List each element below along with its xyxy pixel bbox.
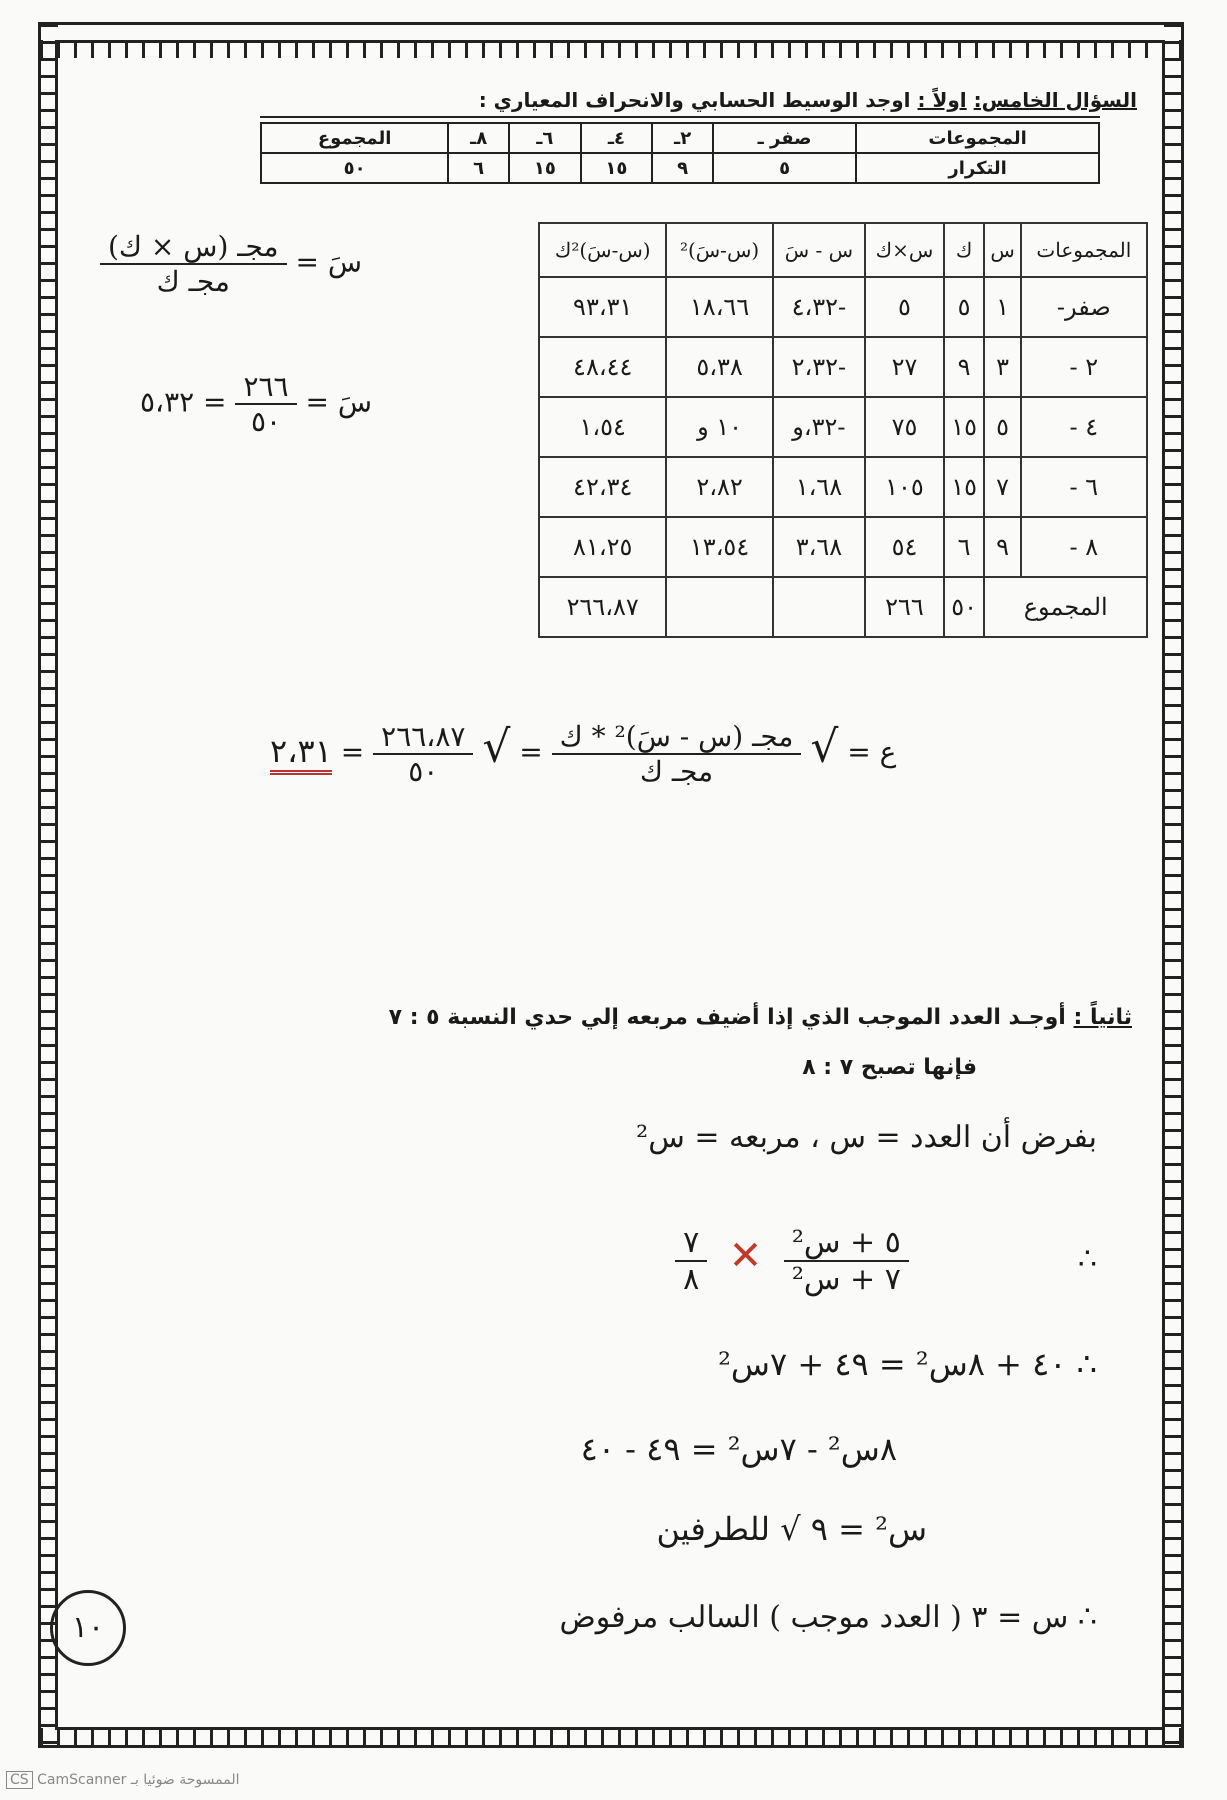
freq-cell: ٥٠ (261, 153, 448, 183)
table-cell: ٤٨،٤٤ (539, 337, 666, 397)
border-ticks-bottom (40, 1728, 1182, 1746)
formula-lhs: ع = (847, 735, 897, 769)
table-row (261, 153, 1099, 183)
table-cell: ١٥ (944, 457, 985, 517)
solution-line: س² = ٩ √ للطرفين (656, 1510, 927, 1548)
fraction (235, 370, 296, 438)
table-row (539, 277, 1147, 337)
cross-multiply-icon: ✕ (728, 1233, 763, 1279)
fraction (100, 230, 287, 298)
table-cell: صفر- (1021, 277, 1147, 337)
table-cell: ٥ (865, 277, 944, 337)
part2-text: أوجـد العدد الموجب الذي إذا أضيف مربعه إلي حدي النسبة ٥ : ٧ (388, 1005, 1066, 1030)
table-row (261, 123, 1099, 153)
table-cell: ١٥ (944, 397, 985, 457)
numerator: ٢٦٦،٨٧ (373, 720, 473, 755)
col-header: س×ك (865, 223, 944, 277)
table-row (539, 397, 1147, 457)
ratio-equation (675, 1225, 1097, 1297)
table-row (539, 337, 1147, 397)
fraction (784, 1225, 909, 1297)
group-cell: صفر ـ (713, 123, 856, 153)
sqrt-icon: √ (810, 721, 839, 773)
col-header: س - سَ (773, 223, 865, 277)
denominator: ٧ + س² (791, 1262, 901, 1297)
table-row (539, 517, 1147, 577)
table-cell: ٩ (984, 517, 1020, 577)
table-cell: ٥ (984, 397, 1020, 457)
question-header (479, 88, 1137, 112)
table-cell: ٢٦٦،٨٧ (539, 577, 666, 637)
table-cell: ١٨،٦٦ (666, 277, 772, 337)
table-cell: -٢،٣٢ (773, 337, 865, 397)
work-table (538, 222, 1148, 638)
table-cell: ٧ (984, 457, 1020, 517)
numerator: مجـ (س × ك) (100, 230, 287, 265)
col-header: (س-سَ)² (666, 223, 772, 277)
col-header: ك (944, 223, 985, 277)
denominator: ٥٠ (408, 755, 439, 788)
table-total-row (539, 577, 1147, 637)
group-cell: ٦ـ (509, 123, 581, 153)
freq-cell: ١٥ (581, 153, 653, 183)
table-cell: ٥ (944, 277, 985, 337)
table-cell: ٤٢،٣٤ (539, 457, 666, 517)
numerator: ٧ (675, 1225, 707, 1262)
sqrt-icon: √ (482, 721, 511, 773)
table-cell: ٧٥ (865, 397, 944, 457)
col-header: المجموعات (1021, 223, 1147, 277)
table-cell: ٥٤ (865, 517, 944, 577)
table-cell: ٩٣،٣١ (539, 277, 666, 337)
table-cell: -٤،٣٢ (773, 277, 865, 337)
table-cell: -٣٢،و (773, 397, 865, 457)
table-cell: ٣ (984, 337, 1020, 397)
frequency-table (260, 122, 1100, 184)
scanner-arabic: الممسوحة ضوئيا بـ (130, 1772, 240, 1788)
table-cell: ٢٦٦ (865, 577, 944, 637)
border-ticks-right (1164, 24, 1182, 1744)
result: = ٥،٣٢ (140, 385, 227, 419)
freq-cell: ١٥ (509, 153, 581, 183)
table-cell: ٢ - (1021, 337, 1147, 397)
table-cell: ١،٥٤ (539, 397, 666, 457)
numerator: ٥ + س² (784, 1225, 909, 1262)
row-label-freq: التكرار (856, 153, 1099, 183)
freq-cell: ٩ (652, 153, 713, 183)
table-cell: ١٣،٥٤ (666, 517, 772, 577)
group-cell: المجموع (261, 123, 448, 153)
fraction (675, 1225, 707, 1297)
scanner-text: CamScanner (37, 1772, 127, 1788)
table-cell: ٤ - (1021, 397, 1147, 457)
solution-line: ٨س² - ٧س² = ٤٩ - ٤٠ (580, 1430, 897, 1468)
part2-label: ثانياً : (1073, 1005, 1132, 1030)
total-label: المجموع (984, 577, 1147, 637)
part2-text2: فإنها تصبح ٧ : ٨ (802, 1055, 977, 1080)
denominator: مجـ ك (639, 755, 714, 788)
table-cell: ٢،٨٢ (666, 457, 772, 517)
table-cell: ٢٧ (865, 337, 944, 397)
part2-question (389, 1005, 1132, 1030)
question-label: السؤال الخامس: (973, 88, 1137, 112)
denominator: ٥٠ (250, 405, 282, 438)
mean-formula (100, 230, 362, 298)
table-cell: ١٠ و (666, 397, 772, 457)
table-cell: ٥٠ (944, 577, 985, 637)
freq-cell: ٦ (448, 153, 509, 183)
mean-calculation (140, 370, 372, 438)
table-cell: ٥،٣٨ (666, 337, 772, 397)
therefore-icon: ∴ (1077, 1242, 1097, 1277)
fraction (373, 720, 473, 788)
solution-line: ∴ س = ٣ ( العدد موجب ) السالب مرفوض (559, 1600, 1097, 1635)
std-calculation (270, 720, 896, 788)
formula-lhs: سَ = (305, 385, 373, 419)
col-header: س (984, 223, 1020, 277)
equals: = (340, 735, 365, 769)
equals: = (519, 735, 543, 769)
formula-lhs: سَ = (295, 245, 362, 279)
solution-line: ∴ ٤٠ + ٨س² = ٤٩ + ٧س² (718, 1345, 1097, 1383)
scanner-watermark (6, 1772, 240, 1788)
solution-line: بفرض أن العدد = س ، مربعه = س² (636, 1120, 1097, 1155)
row-label-groups: المجموعات (856, 123, 1099, 153)
fraction (552, 720, 802, 788)
std-result: ٢،٣١ (270, 732, 332, 775)
table-cell (666, 577, 772, 637)
page-number: ١٠ (50, 1590, 126, 1666)
table-row (539, 457, 1147, 517)
table-cell: ١ (984, 277, 1020, 337)
group-cell: ٨ـ (448, 123, 509, 153)
header-rule (260, 116, 1100, 118)
table-cell: ٨ - (1021, 517, 1147, 577)
table-cell: ٦ - (1021, 457, 1147, 517)
col-header: (س-سَ)²ك (539, 223, 666, 277)
freq-cell: ٥ (713, 153, 856, 183)
table-cell: ٦ (944, 517, 985, 577)
part1-text: اوجد الوسيط الحسابي والانحراف المعياري : (478, 88, 911, 112)
part1-label: اولاً : (917, 88, 967, 112)
table-cell: ٨١،٢٥ (539, 517, 666, 577)
scanner-logo: CS (6, 1771, 33, 1789)
denominator: ٨ (683, 1262, 700, 1297)
denominator: مجـ ك (156, 265, 230, 298)
table-cell: ١٠٥ (865, 457, 944, 517)
group-cell: ٤ـ (581, 123, 653, 153)
table-cell: ١،٦٨ (773, 457, 865, 517)
table-cell: ٣،٦٨ (773, 517, 865, 577)
numerator: ٢٦٦ (235, 370, 296, 405)
table-cell (773, 577, 865, 637)
group-cell: ٢ـ (652, 123, 713, 153)
table-header-row (539, 223, 1147, 277)
numerator: مجـ (س - سَ)² * ك (552, 720, 802, 755)
table-cell: ٩ (944, 337, 985, 397)
